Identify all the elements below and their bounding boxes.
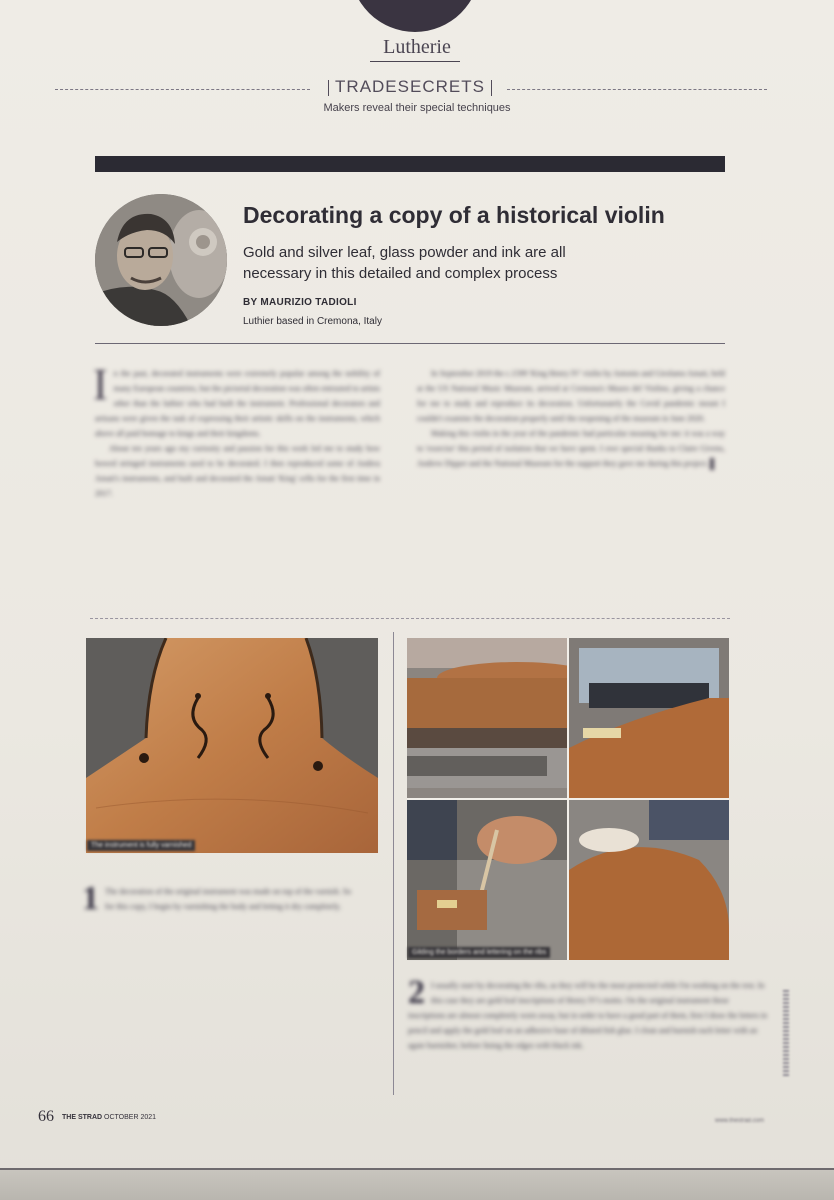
grid-photo xyxy=(569,638,729,798)
article-byline: BY MAURIZIO TADIOLI xyxy=(243,297,357,308)
article-headline: Decorating a copy of a historical violin xyxy=(243,202,665,228)
section-name: Lutherie xyxy=(383,36,451,58)
body-column-2 xyxy=(417,366,725,471)
series-title: TRADESECRETS xyxy=(335,77,485,96)
section-divider xyxy=(90,618,730,619)
magazine-name: THE STRAD xyxy=(62,1114,103,1121)
decorated-rib-photo-icon xyxy=(569,800,729,960)
footer-url: www.thestrad.com xyxy=(715,1118,765,1124)
body-paragraph: n the past, decorated instruments were extremely popular among the nobility of many European countries, but the pictorial decoration was often entrusted to artists other than the luthier who had built the instrument. Professional decorators and artisans were given the task of expressing their artistic skills on the instruments, which above all paid homage to kings and their kingdoms. xyxy=(95,369,380,438)
violin-photo xyxy=(86,638,378,853)
grid-photo xyxy=(569,800,729,960)
magazine-issue: OCTOBER 2021 xyxy=(104,1114,157,1121)
author-portrait xyxy=(95,194,227,326)
step-number: 2 xyxy=(408,974,425,1011)
body-paragraph: In September 2019 the c.1599 'King Henry IV' violin by Antonio and Girolamo Amati, held at the US National Music Museum, arrived at Cremona's Museo del Violino, giving a chance for me to study and reproduce its decoration. Unfortunately the Covid pandemic meant I couldn't examine the decoration properly until the reopening of the museum in June 2020. xyxy=(417,369,725,423)
section-underline xyxy=(370,61,460,62)
photo-credit-vertical xyxy=(783,990,789,1076)
magazine-footer xyxy=(62,1114,156,1121)
series-bar-right xyxy=(491,80,492,96)
drop-cap: I xyxy=(93,360,108,409)
headline-bar xyxy=(95,156,725,172)
step-2 xyxy=(408,974,768,1053)
body-paragraph xyxy=(417,426,725,471)
headline-rule xyxy=(95,343,725,344)
desk-edge xyxy=(0,1168,834,1200)
grid-photo xyxy=(407,800,567,960)
photo-grid xyxy=(407,638,729,960)
photo-caption: The instrument is fully varnished xyxy=(87,840,195,851)
rib-photo-icon xyxy=(407,638,567,798)
page-number: 66 xyxy=(38,1108,54,1125)
series-subtitle: Makers reveal their special techniques xyxy=(323,102,511,114)
end-mark-icon xyxy=(710,458,714,470)
series-title-wrap xyxy=(310,77,510,97)
step-text: The decoration of the original instrument was made on top of the varnish. So for this copy, I begin by varnishing the body and letting it dry completely. xyxy=(105,887,352,911)
rib-laptop-photo-icon xyxy=(569,638,729,798)
step-1 xyxy=(82,880,362,917)
body-column-1 xyxy=(93,360,380,501)
body-paragraph-text: Making this violin in the year of the pandemic had particular meaning for me: it was a way to 'exorcise' this period of isolation that we have spent. I owe special thanks to Claire Givens, Andrew Dipper and the National Museum for the support they gave me during this project. xyxy=(417,429,725,468)
page-edge-line xyxy=(0,1168,834,1170)
column-divider xyxy=(393,632,394,1095)
section-circle-ornament xyxy=(350,0,480,32)
body-paragraph: About ten years ago my curiosity and passion for this work led me to study how bowed stringed instruments used to be decorated. I then reproduced some of Andrea Amati's instruments, and built and decorated the Amati 'King' cello for the first time in 2017. xyxy=(95,444,380,498)
series-rule-left xyxy=(55,89,310,90)
series-rule-right xyxy=(507,89,767,90)
article-standfirst: Gold and silver leaf, glass powder and ink are all necessary in this detailed and complex process xyxy=(243,244,566,282)
violin-photo-icon xyxy=(86,638,378,853)
author-role: Luthier based in Cremona, Italy xyxy=(243,316,382,327)
step-number: 1 xyxy=(82,880,99,917)
gilding-hand-photo-icon xyxy=(407,800,567,960)
grid-photo xyxy=(407,638,567,798)
step-text: I usually start by decorating the ribs, as they will be the most protected while I'm working on the rest. In this case they are gold leaf inscriptions of Henry IV's motto. On the original instrument these inscriptions are almost completely worn away, but in order to have a good part of them, first I draw the letters in pencil and apply the gold leaf on an adhesive base of diluted fish glue. I clean and burnish each letter with an agate burnisher, before lining the edges with black ink. xyxy=(408,981,768,1050)
portrait-photo-icon xyxy=(95,194,227,326)
grid-caption: Gilding the borders and lettering on the ribs xyxy=(408,947,550,958)
series-bar-left xyxy=(328,80,329,96)
